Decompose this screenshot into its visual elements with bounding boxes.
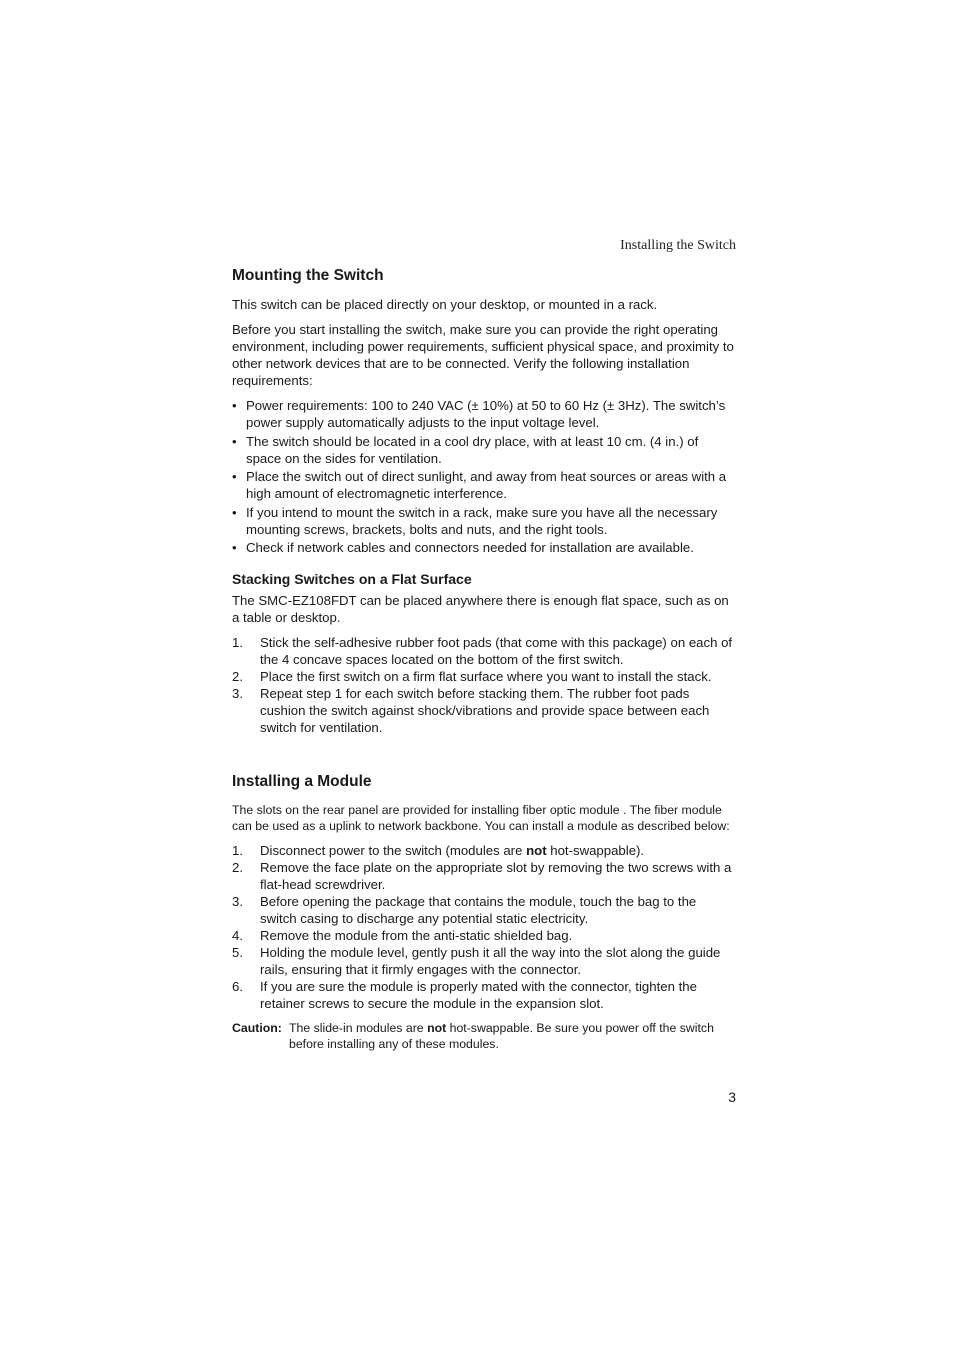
page-content xyxy=(232,266,735,1052)
subsection-title-stacking: Stacking Switches on a Flat Surface xyxy=(232,571,472,587)
caution-note xyxy=(232,1020,735,1052)
requirements-list xyxy=(232,397,735,556)
step-item xyxy=(232,944,735,978)
caution-text-before: The slide-in modules are xyxy=(289,1021,428,1035)
step-item xyxy=(232,685,735,736)
step-text: Remove the face plate on the appropriate slot by removing the two screws with a flat-head screwdriver. xyxy=(260,860,732,892)
caution-text xyxy=(289,1020,735,1052)
section-title-mounting: Mounting the Switch xyxy=(232,267,384,284)
list-item-text: The switch should be located in a cool dry place, with at least 10 cm. (4 in.) of space on the sides for ventilation. xyxy=(246,433,699,466)
bullet-icon: • xyxy=(232,540,237,555)
mounting-intro: This switch can be placed directly on your desktop, or mounted in a rack. xyxy=(232,297,658,312)
step-item xyxy=(232,927,735,944)
module-steps xyxy=(232,842,735,1012)
list-item xyxy=(232,504,735,538)
bullet-icon: • xyxy=(232,398,237,413)
step-item xyxy=(232,668,735,685)
step-number: 2. xyxy=(232,860,243,875)
caution-label: Caution: xyxy=(232,1021,282,1035)
bullet-icon: • xyxy=(232,433,237,449)
caution-text-after: hot-swappable. Be sure you power off the switch before installing any of these modules. xyxy=(289,1021,714,1051)
step-item xyxy=(232,842,735,859)
list-item xyxy=(232,433,735,467)
step-text: Repeat step 1 for each switch before stacking them. The rubber foot pads cushion the switch against shock/vibrations and provide space between each switch for ventilation. xyxy=(260,686,710,735)
step-number: 3. xyxy=(232,894,243,909)
step-item xyxy=(232,893,735,927)
bullet-icon: • xyxy=(232,469,237,484)
step-item xyxy=(232,634,735,668)
mounting-requirements-para: Before you start installing the switch, make sure you can provide the right operating environment, including power requirements, sufficient physical space, and proximity to other network devices that are to be connected. Verify the following installation requirements: xyxy=(232,322,734,388)
step-number: 1. xyxy=(232,843,243,858)
step-text-emphasis: not xyxy=(526,843,547,858)
list-item-text: If you intend to mount the switch in a rack, make sure you have all the necessary mounting screws, brackets, bolts and nuts, and the right tools. xyxy=(246,504,718,537)
step-text: Stick the self-adhesive rubber foot pads (that come with this package) on each of the 4 concave spaces located on the bottom of the first switch. xyxy=(260,635,733,667)
list-item xyxy=(232,468,735,502)
section-title-module: Installing a Module xyxy=(232,773,372,790)
page-number: 3 xyxy=(728,1089,736,1105)
bullet-icon: • xyxy=(232,504,237,520)
step-item xyxy=(232,978,735,1012)
step-text: Holding the module level, gently push it all the way into the slot along the guide rails, ensuring that it firmly engages with the connector. xyxy=(260,945,721,977)
module-intro-para: The slots on the rear panel are provided for installing fiber optic module . The fiber module can be used as a uplink to network backbone. You can install a module as described below: xyxy=(232,803,730,833)
step-number: 3. xyxy=(232,686,243,701)
step-text: If you are sure the module is properly mated with the connector, tighten the retainer screws to secure the module in the expansion slot. xyxy=(260,979,697,1011)
list-item-text: Place the switch out of direct sunlight, and away from heat sources or areas with a high amount of electromagnetic interference. xyxy=(246,469,727,501)
step-number: 4. xyxy=(232,928,243,943)
step-item xyxy=(232,859,735,893)
step-number: 2. xyxy=(232,669,243,684)
list-item xyxy=(232,397,735,431)
list-item xyxy=(232,539,735,556)
stacking-para: The SMC-EZ108FDT can be placed anywhere there is enough flat space, such as on a table or desktop. xyxy=(232,593,729,625)
caution-text-emphasis: not xyxy=(427,1021,447,1035)
step-text: Before opening the package that contains the module, touch the bag to the switch casing to discharge any potential static electricity. xyxy=(260,894,697,926)
stacking-steps xyxy=(232,634,735,736)
step-text: Remove the module from the anti-static shielded bag. xyxy=(260,928,573,943)
step-number: 1. xyxy=(232,635,243,650)
step-text: Place the first switch on a firm flat surface where you want to install the stack. xyxy=(260,669,712,684)
step-text-after: hot-swappable). xyxy=(546,843,645,858)
step-number: 6. xyxy=(232,979,243,994)
step-number: 5. xyxy=(232,945,243,960)
list-item-text: Power requirements: 100 to 240 VAC (± 10%) at 50 to 60 Hz (± 3Hz). The switch’s power supply automatically adjusts to the input voltage level. xyxy=(246,398,726,430)
list-item-text: Check if network cables and connectors needed for installation are available. xyxy=(246,540,694,555)
step-text-before: Disconnect power to the switch (modules are xyxy=(260,843,527,858)
running-head: Installing the Switch xyxy=(620,238,736,253)
